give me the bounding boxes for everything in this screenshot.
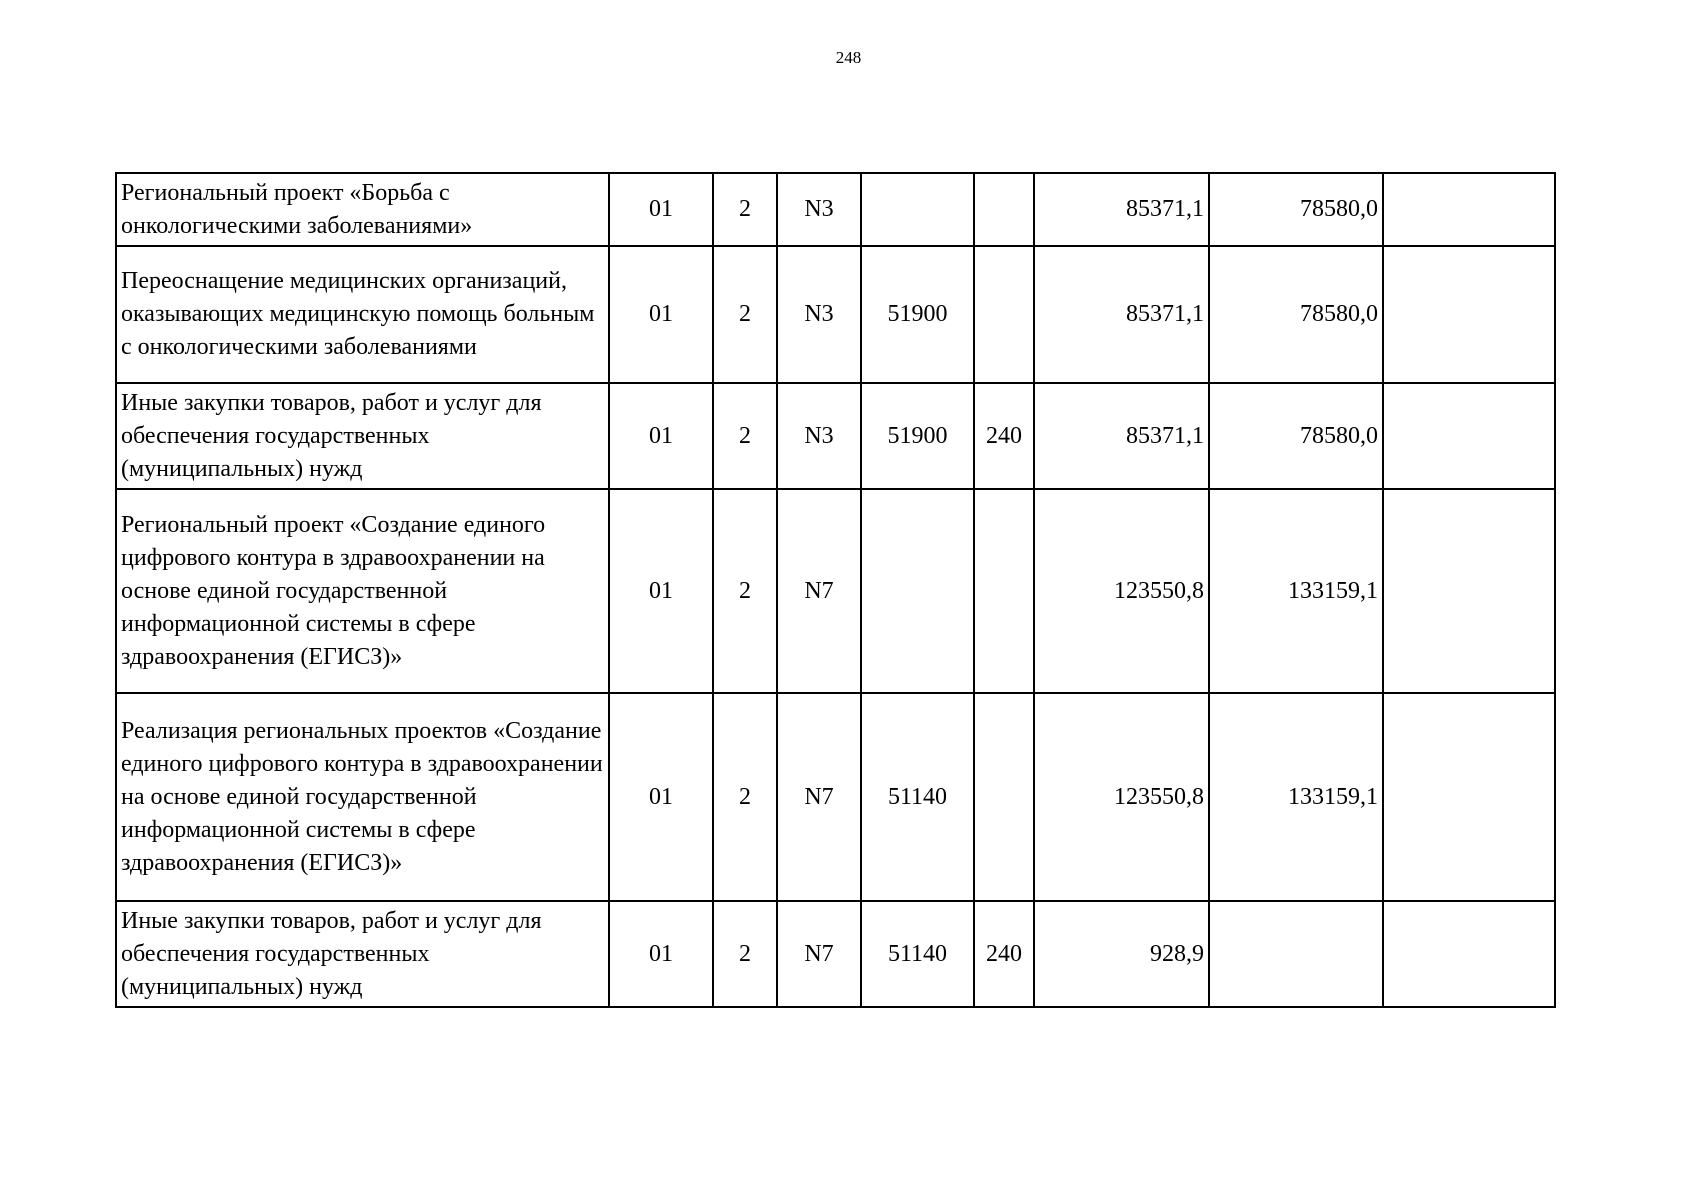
- program-code: 2: [713, 901, 777, 1007]
- amount-2: 78580,0: [1209, 383, 1383, 489]
- direction-code: [861, 173, 974, 246]
- program-code: 2: [713, 489, 777, 693]
- project-code: N3: [777, 173, 861, 246]
- table-row: [116, 173, 1555, 246]
- direction-code: 51900: [861, 246, 974, 383]
- amount-2: [1209, 901, 1383, 1007]
- amount-3: [1383, 693, 1555, 901]
- section-code: 01: [609, 901, 713, 1007]
- program-code: 2: [713, 383, 777, 489]
- program-code: 2: [713, 173, 777, 246]
- table-row: [116, 489, 1555, 693]
- amount-2: 78580,0: [1209, 246, 1383, 383]
- amount-3: [1383, 383, 1555, 489]
- project-code: N7: [777, 693, 861, 901]
- amount-1: 123550,8: [1034, 693, 1209, 901]
- table-row: [116, 693, 1555, 901]
- row-name: Региональный проект «Создание единого цифрового контура в здравоохранении на основе единой государственной информационной системы в сфере здравоохранения (ЕГИСЗ)»: [116, 489, 609, 693]
- expense-type-code: 240: [974, 901, 1034, 1007]
- section-code: 01: [609, 173, 713, 246]
- row-name: Переоснащение медицинских организаций, оказывающих медицинскую помощь больным с онкологическими заболеваниями: [116, 246, 609, 383]
- amount-1: 123550,8: [1034, 489, 1209, 693]
- expense-type-code: 240: [974, 383, 1034, 489]
- expense-type-code: [974, 489, 1034, 693]
- section-code: 01: [609, 246, 713, 383]
- row-name: Иные закупки товаров, работ и услуг для обеспечения государственных (муниципальных) нужд: [116, 901, 609, 1007]
- amount-1: 85371,1: [1034, 246, 1209, 383]
- amount-2: 78580,0: [1209, 173, 1383, 246]
- project-code: N3: [777, 246, 861, 383]
- amount-1: 928,9: [1034, 901, 1209, 1007]
- page-number: 248: [835, 48, 862, 67]
- budget-table: [115, 172, 1556, 1008]
- expense-type-code: [974, 693, 1034, 901]
- table-row: [116, 246, 1555, 383]
- expense-type-code: [974, 173, 1034, 246]
- row-name: Региональный проект «Борьба с онкологическими заболеваниями»: [116, 173, 609, 246]
- section-code: 01: [609, 383, 713, 489]
- row-name: Иные закупки товаров, работ и услуг для обеспечения государственных (муниципальных) нужд: [116, 383, 609, 489]
- row-name: Реализация региональных проектов «Создание единого цифрового контура в здравоохранении на основе единой государственной информационной системы в сфере здравоохранения (ЕГИСЗ)»: [116, 693, 609, 901]
- amount-3: [1383, 901, 1555, 1007]
- section-code: 01: [609, 489, 713, 693]
- table-row: [116, 383, 1555, 489]
- table-row: [116, 901, 1555, 1007]
- expense-type-code: [974, 246, 1034, 383]
- project-code: N7: [777, 901, 861, 1007]
- amount-3: [1383, 246, 1555, 383]
- program-code: 2: [713, 246, 777, 383]
- amount-1: 85371,1: [1034, 173, 1209, 246]
- direction-code: 51140: [861, 693, 974, 901]
- program-code: 2: [713, 693, 777, 901]
- amount-2: 133159,1: [1209, 693, 1383, 901]
- direction-code: [861, 489, 974, 693]
- project-code: N7: [777, 489, 861, 693]
- amount-1: 85371,1: [1034, 383, 1209, 489]
- project-code: N3: [777, 383, 861, 489]
- direction-code: 51900: [861, 383, 974, 489]
- amount-3: [1383, 489, 1555, 693]
- direction-code: 51140: [861, 901, 974, 1007]
- amount-2: 133159,1: [1209, 489, 1383, 693]
- amount-3: [1383, 173, 1555, 246]
- section-code: 01: [609, 693, 713, 901]
